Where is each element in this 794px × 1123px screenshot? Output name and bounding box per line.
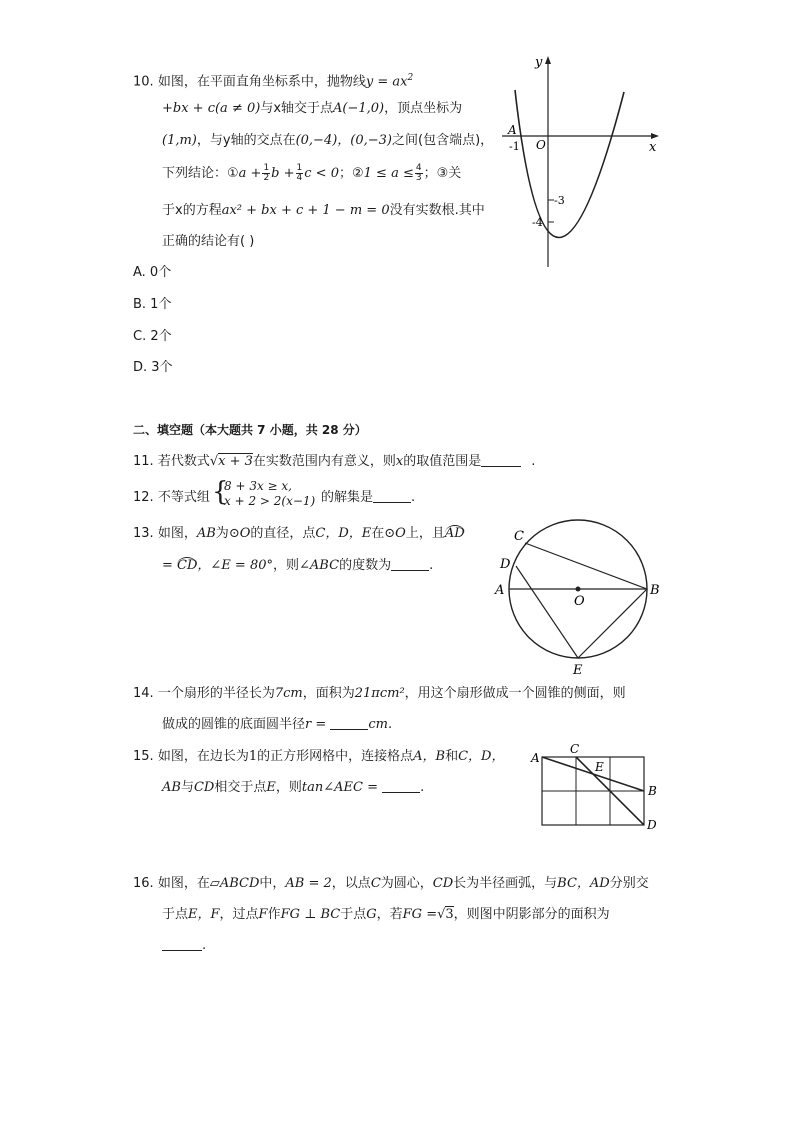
q16-math: FG ⊥ BC <box>280 907 341 922</box>
q10-formula: c < 0 <box>304 166 339 181</box>
q10-formula: y = ax <box>365 74 408 90</box>
q15-math: 1 <box>248 749 258 764</box>
q16-math: ▱ABCD <box>209 876 260 891</box>
q12-inequality-2: x + 2 > 2(x−1) <box>224 494 316 508</box>
q10-option-c: C. 2个 <box>133 329 172 344</box>
q13-math: ，∠E = 80° <box>197 558 274 573</box>
q13-math: ∠ABC <box>299 558 340 573</box>
label-c: C <box>570 742 580 756</box>
q13-math: AB <box>196 526 216 541</box>
q15-math: CD <box>193 780 215 795</box>
chord-de <box>516 566 578 658</box>
q11-radicand: x + 3 <box>218 454 253 469</box>
q10-fraction: $\frac{4}{3}$ <box>415 163 422 183</box>
q16-answer-blank[interactable] <box>162 936 202 951</box>
q16-line2 <box>162 905 610 925</box>
q13-math: ⊙O <box>384 526 406 541</box>
q10-vertex: (1,m) <box>162 133 197 148</box>
q11-radical-sign: √ <box>209 454 219 469</box>
q16-math: CD <box>432 876 454 891</box>
q10-text: 下列结论：① <box>162 166 239 181</box>
q14-math: 7cm <box>274 686 303 701</box>
q16-text: 为圆心， <box>380 876 433 891</box>
label-e: E <box>595 760 604 774</box>
tick-label-neg4: -4 <box>532 216 543 229</box>
q16-period: . <box>202 938 207 953</box>
q10-fraction: $\frac{1}{2}$ <box>263 163 270 183</box>
q15-line1 <box>133 747 504 767</box>
label-a: A <box>495 583 505 598</box>
origin-label: O <box>536 138 546 152</box>
q13-text: 如图， <box>157 526 197 541</box>
point-a-label: A <box>508 123 517 137</box>
q13-text: 的度数为 <box>339 558 392 573</box>
q15-text: 的正方形网格中，连接格点 <box>257 749 414 764</box>
q10-formula: a + <box>238 166 262 181</box>
q10-equation: ax² + bx + c + 1 − m = 0 <box>221 203 390 218</box>
q11-text: 的取值范围是 <box>403 454 482 469</box>
q12-brace: { <box>212 477 229 507</box>
q15-math: AB <box>162 780 181 795</box>
center-dot <box>576 587 581 592</box>
q15-number: 15. <box>133 749 154 764</box>
q10-text: 没有实数根.其中 <box>389 203 485 218</box>
x-axis-arrow-icon <box>651 133 659 139</box>
label-b: B <box>650 583 660 598</box>
q10-line1 <box>133 68 413 92</box>
q10-formula: 1 ≤ a ≤ <box>363 166 414 181</box>
q12-line <box>133 488 210 508</box>
q10-line4 <box>162 164 461 184</box>
q15-text: 和 <box>445 749 459 764</box>
q13-line2 <box>162 556 433 576</box>
q10-text: ；② <box>338 166 364 181</box>
q10-formula: +bx + c(a ≠ 0) <box>162 101 261 116</box>
q14-unit: cm. <box>368 717 393 732</box>
q13-text: 在 <box>371 526 385 541</box>
q12-number: 12. <box>133 490 154 505</box>
q16-text: 作 <box>267 907 281 922</box>
q12-inequality-1: 8 + 3x ≥ x, <box>224 479 292 493</box>
q10-line5 <box>162 201 485 221</box>
q10-text: 与x轴交于点 <box>260 101 334 116</box>
q16-math: F <box>258 907 268 922</box>
label-d: D <box>500 557 511 572</box>
y-axis-arrow-icon <box>545 56 551 64</box>
q10-option-a: A. 0个 <box>133 265 172 280</box>
q14-text: 一个扇形的半径长为 <box>157 686 275 701</box>
q16-math: E，F <box>188 907 220 922</box>
q10-option-d: D. 3个 <box>133 360 173 375</box>
q13-number: 13. <box>133 526 154 541</box>
q10-formula: b + <box>271 166 295 181</box>
q16-math: FG = <box>402 907 438 922</box>
q16-text: 分别交 <box>609 876 649 891</box>
q14-text: ，面积为 <box>302 686 355 701</box>
q10-text: ，顶点坐标为 <box>384 101 463 116</box>
q12-text: 的解集是 <box>321 490 374 505</box>
q16-line1 <box>133 874 649 894</box>
q13-circle-figure <box>490 512 670 682</box>
q10-exponent: 2 <box>407 73 414 83</box>
q15-text: ，则 <box>275 780 302 795</box>
q16-radical-sign: √ <box>437 907 446 922</box>
q16-text: ，则图中阴影部分的面积为 <box>453 907 610 922</box>
q16-math: BC，AD <box>557 876 610 891</box>
q10-option-b: B. 1个 <box>133 297 172 312</box>
q13-line1 <box>133 524 465 544</box>
q16-text: 长为半径画弧，与 <box>453 876 558 891</box>
q10-line2 <box>162 99 462 119</box>
q12-text: 不等式组 <box>157 490 210 505</box>
q13-math: = <box>162 558 173 573</box>
q13-arc-ad: AD <box>444 526 465 541</box>
q11-line <box>133 452 535 472</box>
y-label: y <box>535 55 543 70</box>
q10-point: A(−1,0) <box>333 101 385 116</box>
q16-text: ，以点 <box>331 876 371 891</box>
q12-answer-blank[interactable] <box>373 488 411 503</box>
q16-math: G <box>366 907 377 922</box>
q10-parabola-figure <box>500 52 665 272</box>
q14-line2 <box>162 715 392 735</box>
q11-period: . <box>531 454 536 469</box>
q11-number: 11. <box>133 454 154 469</box>
q16-line3 <box>162 936 206 956</box>
q16-number: 16. <box>133 876 154 891</box>
q10-number: 10. <box>133 74 154 90</box>
q10-range: (0,−4)，(0,−3) <box>295 133 392 148</box>
q11-answer-blank[interactable] <box>481 452 521 467</box>
q11-var: x <box>395 454 404 469</box>
q14-number: 14. <box>133 686 154 701</box>
section-title: 二、填空题（本大题共 7 小题，共 28 分） <box>133 423 367 437</box>
q13-period: . <box>429 558 434 573</box>
q14-text: ，用这个扇形做成一个圆锥的侧面，则 <box>404 686 626 701</box>
label-c: C <box>514 529 524 544</box>
tick-label-neg1: -1 <box>509 140 520 153</box>
q13-math: ⊙O <box>228 526 251 541</box>
q10-text: 如图，在平面直角坐标系中，抛物线 <box>157 74 366 90</box>
chord-cb <box>525 543 647 589</box>
chord-eb <box>578 589 647 658</box>
q15-text: 相交于点 <box>214 780 267 795</box>
label-o: O <box>574 594 585 609</box>
q10-fraction: $\frac{1}{4}$ <box>296 163 303 183</box>
q16-math: C <box>370 876 381 891</box>
q16-text: 中， <box>259 876 286 891</box>
q16-radicand: 3 <box>445 907 454 922</box>
q11-text: 在实数范围内有意义，则 <box>252 454 396 469</box>
q10-line3 <box>162 131 493 151</box>
q10-text: 正确的结论有( ) <box>162 234 255 249</box>
q16-text: ，过点 <box>219 907 259 922</box>
q15-grid-figure <box>528 740 663 835</box>
q14-math: 21πcm² <box>354 686 405 701</box>
q13-text: 上，且 <box>405 526 445 541</box>
tick-label-neg3: -3 <box>554 194 565 207</box>
q15-period: . <box>420 780 425 795</box>
label-d: D <box>647 818 657 832</box>
q13-arc-cd: CD <box>177 558 198 573</box>
q15-math: A，B <box>413 749 446 764</box>
q15-text: 如图，在边长为 <box>157 749 249 764</box>
q15-text: 与 <box>180 780 194 795</box>
q16-math: AB = 2 <box>285 876 332 891</box>
x-label: x <box>649 140 657 155</box>
q15-answer-blank[interactable] <box>382 778 420 793</box>
q14-text: 做成的圆锥的底面圆半径 <box>162 717 306 732</box>
q10-text: ，与y轴的交点在 <box>196 133 296 148</box>
q10-text: 之间(包含端点)， <box>392 133 494 148</box>
q15-math: E <box>266 780 276 795</box>
q11-text: 若代数式 <box>157 454 210 469</box>
q13-math: C，D，E <box>315 526 372 541</box>
q15-math: C，D， <box>458 749 505 764</box>
q13-text: 的直径，点 <box>250 526 316 541</box>
q13-answer-blank[interactable] <box>391 556 429 571</box>
q16-text: 于点 <box>162 907 189 922</box>
label-e: E <box>573 663 583 678</box>
q12-line-tail <box>321 488 415 508</box>
q16-text: 如图，在 <box>157 876 210 891</box>
q14-math: r = <box>305 717 327 732</box>
q14-answer-blank[interactable] <box>330 715 368 730</box>
q10-text: 于x的方程 <box>162 203 222 218</box>
q16-text: 于点 <box>340 907 367 922</box>
q15-math: tan∠AEC = <box>301 780 378 795</box>
q13-text: 为 <box>215 526 229 541</box>
q14-line1 <box>133 684 626 704</box>
q16-text: ，若 <box>376 907 403 922</box>
label-b: B <box>648 784 657 798</box>
q15-line2 <box>162 778 424 798</box>
q13-text: ，则 <box>273 558 300 573</box>
q12-period: . <box>411 490 416 505</box>
q10-text: ；③关 <box>423 166 462 181</box>
label-a: A <box>531 751 540 765</box>
q10-line6 <box>162 232 254 252</box>
